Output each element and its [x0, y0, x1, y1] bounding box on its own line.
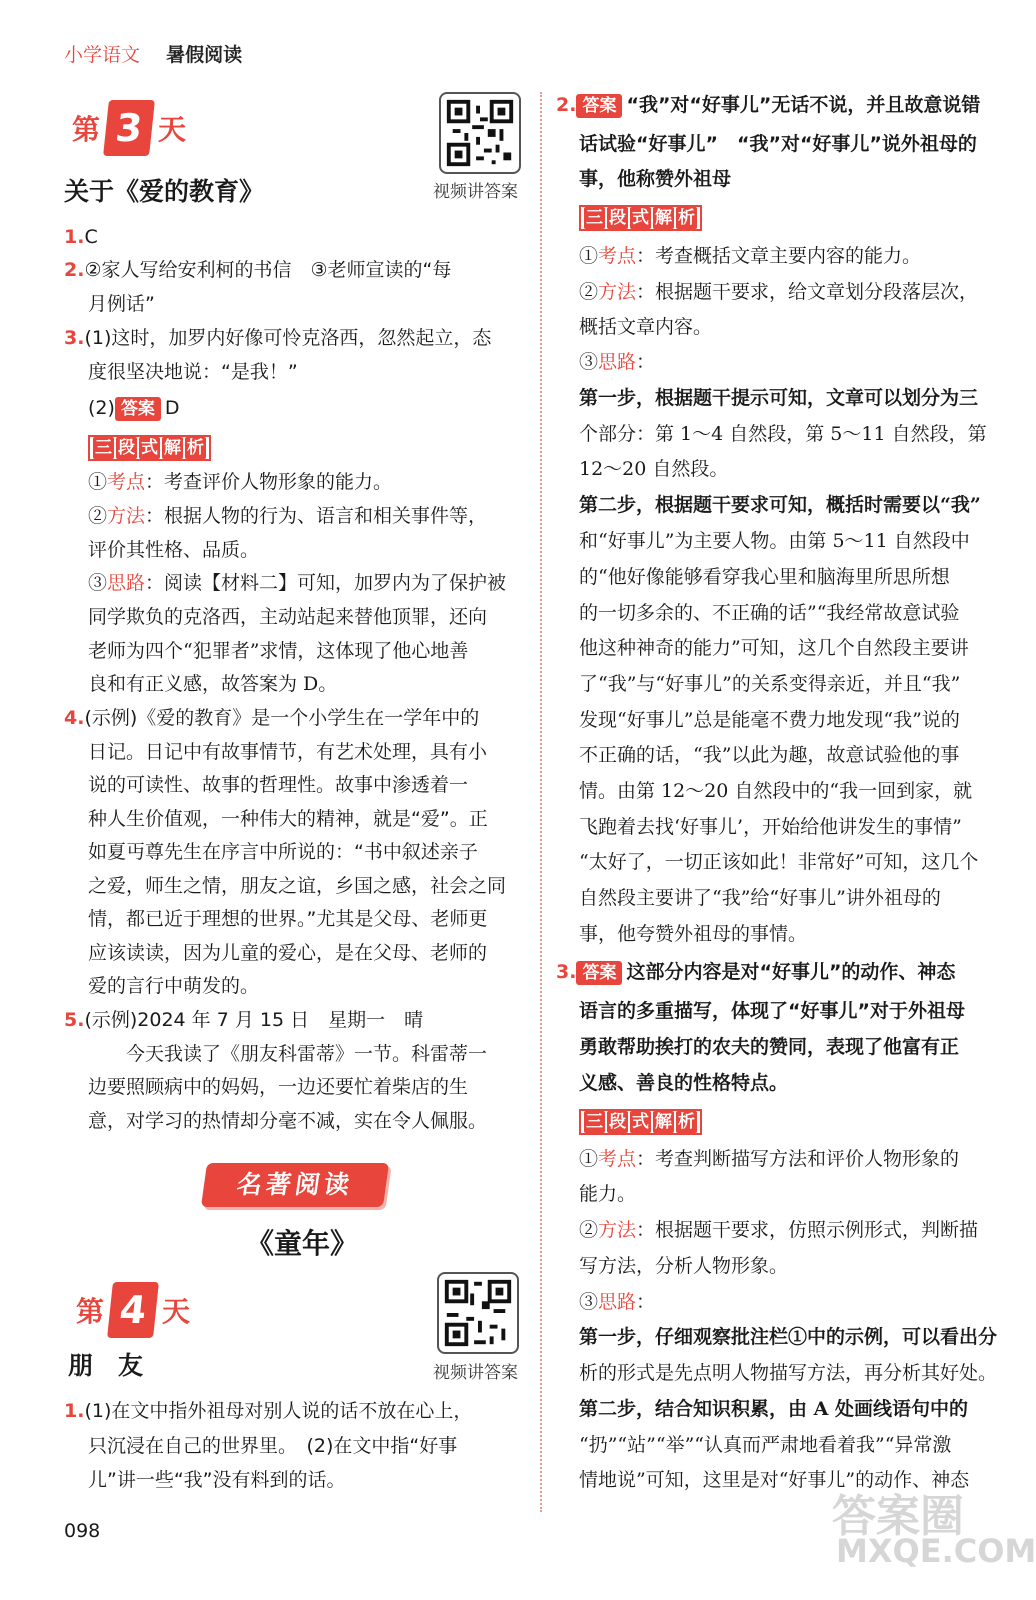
day-number: 3: [103, 100, 155, 156]
q3-silu-2: 同学欺负的克洛西，主动站起来替他顶罪，还向: [88, 606, 488, 628]
page-header: [64, 40, 242, 67]
r-q2-body-6: 的“他好像能够看穿我心里和脑海里所思所想: [579, 566, 950, 588]
q4-line6: 之爱，师生之情，朋友之谊，乡国之感，社会之同: [88, 875, 507, 897]
day-word-pre: 第: [76, 1295, 105, 1328]
day-word-pre: 第: [72, 113, 101, 146]
r-q3-line2: 语言的多重描写，体现了“好事儿”对于外祖母: [579, 1000, 965, 1022]
q5-line2: 今天我读了《朋友科雷蒂》一节。科雷蒂一: [88, 1043, 488, 1065]
qr-code-icon[interactable]: [439, 92, 521, 174]
q5-line3: 边要照顾病中的妈妈，一边还要忙着柴店的生: [88, 1076, 469, 1098]
q5-line4: 意，对学习的热情却分毫不减，实在令人佩服。: [88, 1110, 488, 1132]
q1: 1.C: [64, 226, 98, 248]
day-word-post: 天: [162, 1295, 191, 1328]
column-divider: [540, 92, 542, 1512]
day-3-heading: [72, 100, 186, 156]
r-q2-body-16: 事，他夸赞外祖母的事情。: [579, 923, 808, 945]
q3-fangfa-1: ②方法：根据人物的行为、语言和相关事件等，: [88, 505, 488, 527]
qr-caption: 视频讲答案: [433, 1363, 518, 1383]
r-q2-fangfa-1: ②方法：根据题干要求，给文章划分段落层次，: [579, 281, 979, 303]
watermark-url: MXQE.COM: [836, 1532, 1036, 1570]
q5-line1: 5.(示例)2024 年 7 月 15 日 星期一 晴: [64, 1009, 424, 1031]
r-q3-kaodian-2: 能力。: [579, 1183, 637, 1205]
r-q3-body-2: 析的形式是先点明人物描写方法，再分析其好处。: [579, 1362, 998, 1384]
r-q2-kaodian: ①考点：考查概括文章主要内容的能力。: [579, 245, 922, 267]
r-q2-body-14: “太好了，一切正该如此！非常好”可知，这几个: [579, 851, 979, 873]
r-q2-body-13: 飞跑着去找‘好事儿’，开始给他讲发生的事情”: [579, 816, 962, 838]
r-q2-body-2: 个部分：第 1～4 自然段，第 5～11 自然段，第: [579, 423, 987, 445]
r-q3-body-5: 情地说”可知，这里是对“好事儿”的动作、神态: [579, 1469, 970, 1491]
day-4-heading: [76, 1282, 190, 1338]
d4q1-line3: 儿”讲一些“我”没有料到的话。: [88, 1469, 346, 1491]
subject-label: 小学语文: [64, 44, 141, 66]
r-q2-line1: 2. 答案 “我”对“好事儿”无话不说，并且故意说错: [556, 94, 981, 116]
r-q2-body-1: 第一步，根据题干提示可知，文章可以划分为三: [579, 387, 979, 409]
watermark-logo: 答案圈: [832, 1491, 964, 1542]
lesson-title: 关于《爱的教育》: [64, 177, 265, 206]
q3-kaodian: ①考点：考查评价人物形象的能力。: [88, 471, 393, 493]
q3-part2: (2) 答案 D: [88, 397, 180, 419]
q4-line9: 爱的言行中萌发的。: [88, 975, 260, 997]
qr-caption: 视频讲答案: [433, 182, 518, 202]
r-q3-body-3: 第二步，结合知识积累，由 A 处画线语句中的: [579, 1398, 968, 1420]
lesson-title: 朋 友: [68, 1351, 144, 1380]
r-q2-body-11: 不正确的话，“我”以此为趣，故意试验他的事: [579, 744, 960, 766]
r-q3-body-4: “扔”“站”“举”“认真而严肃地看着我”“异常激: [579, 1434, 952, 1456]
q4-line1: 4.(示例)《爱的教育》是一个小学生在一学年中的: [64, 707, 480, 729]
answer-tag: 答案: [115, 397, 161, 421]
r-q3-body-1: 第一步，仔细观察批注栏①中的示例，可以看出分: [579, 1326, 998, 1348]
r-q2-line3: 事，他称赞外祖母: [579, 168, 732, 190]
r-q2-body-12: 情。由第 12～20 自然段中的“我一回到家，就: [579, 780, 973, 802]
q4-line3: 说的可读性、故事的哲理性。故事中渗透着一: [88, 774, 469, 796]
day-word-post: 天: [158, 113, 187, 146]
r-q2-silu: ③思路：: [579, 351, 656, 373]
q3-silu-3: 老师为四个“犯罪者”求情，这体现了他心地善: [88, 640, 469, 662]
r-q2-fangfa-2: 概括文章内容。: [579, 316, 713, 338]
book-title: 《童年》: [246, 1227, 359, 1260]
d4q1-line2: 只沉浸在自己的世界里。 (2)在文中指“好事: [88, 1435, 458, 1457]
qr-code-icon[interactable]: [437, 1272, 519, 1354]
q4-line7: 情，都已近于理想的世界。”尤其是父母、老师更: [88, 908, 488, 930]
r-q3-silu: ③思路：: [579, 1291, 656, 1313]
r-q2-line2: 话试验“好事儿” “我”对“好事儿”说外祖母的: [579, 133, 977, 155]
r-q3-line4: 义感、善良的性格特点。: [579, 1072, 789, 1094]
r-q3-line1: 3. 答案 这部分内容是对“好事儿”的动作、神态: [556, 961, 956, 983]
page-number: 098: [64, 1520, 101, 1542]
q4-line2: 日记。日记中有故事情节，有艺术处理，具有小: [88, 741, 488, 763]
r-q2-body-4: 第二步，根据题干要求可知，概括时需要以“我”: [579, 494, 981, 516]
d4q1-line1: 1.(1)在文中指外祖母对别人说的话不放在心上，: [64, 1400, 473, 1422]
section-banner: 名著阅读: [201, 1163, 389, 1207]
q3-silu-4: 良和有正义感，故答案为 D。: [88, 673, 338, 695]
analysis-tag: 三 段 式 解 析: [88, 430, 211, 464]
r-q2-body-3: 12～20 自然段。: [579, 458, 729, 480]
q3-line2: 度很坚决地说：“是我！”: [88, 361, 298, 383]
r-q3-kaodian-1: ①考点：考查判断描写方法和评价人物形象的: [579, 1148, 960, 1170]
q3-fangfa-2: 评价其性格、品质。: [88, 539, 260, 561]
r-q2-body-5: 和“好事儿”为主要人物。由第 5～11 自然段中: [579, 530, 970, 552]
r-q2-body-7: 的一切多余的、不正确的话”“我经常故意试验: [579, 602, 960, 624]
book-label: 暑假阅读: [166, 44, 243, 66]
r-q3-line3: 勇敢帮助挨打的农夫的赞同，表现了他富有正: [579, 1036, 960, 1058]
day-number: 4: [107, 1282, 159, 1338]
q3-silu-1: ③思路：阅读【材料二】可知，加罗内为了保护被: [88, 572, 507, 594]
r-q2-body-8: 他这种神奇的能力”可知，这几个自然段主要讲: [579, 637, 969, 659]
q4-line4: 种人生价值观，一种伟大的精神，就是“爱”。正: [88, 808, 488, 830]
analysis-tag: 三 段 式 解 析: [579, 1104, 702, 1138]
q2-line2: 月例话”: [88, 293, 155, 315]
answer-tag: 答案: [576, 94, 622, 118]
q4-line5: 如夏丏尊先生在序言中所说的：“书中叙述亲子: [88, 841, 478, 863]
q2-line1: 2.②家人写给安利柯的书信 ③老师宣读的“每: [64, 259, 452, 281]
r-q2-body-10: 发现“好事儿”总是能毫不费力地发现“我”说的: [579, 709, 960, 731]
q4-line8: 应该读读，因为儿童的爱心，是在父母、老师的: [88, 942, 488, 964]
r-q3-fangfa-2: 写方法，分析人物形象。: [579, 1255, 789, 1277]
q3-line1: 3.(1)这时，加罗内好像可怜克洛西，忽然起立，态: [64, 327, 492, 349]
answer-tag: 答案: [576, 961, 622, 985]
r-q2-body-15: 自然段主要讲了“我”给“好事儿”讲外祖母的: [579, 887, 941, 909]
r-q3-fangfa-1: ②方法：根据题干要求，仿照示例形式，判断描: [579, 1219, 979, 1241]
analysis-tag: 三 段 式 解 析: [579, 200, 702, 234]
r-q2-body-9: 了“我”与“好事儿”的关系变得亲近，并且“我”: [579, 673, 961, 695]
